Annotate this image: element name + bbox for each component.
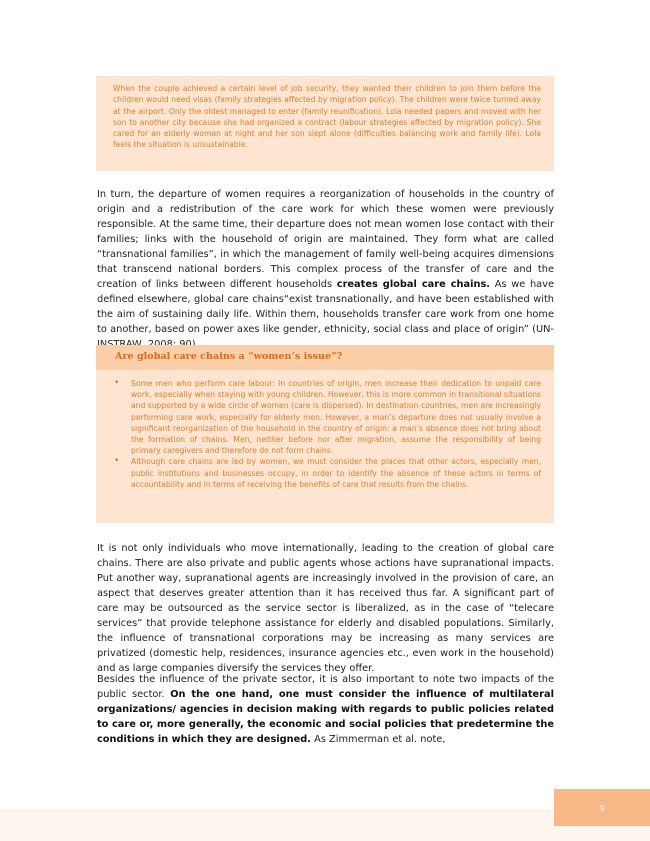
paragraph-emphasis: On the one hand, one must consider the influence of multilateral organizations/ agencies in decision making with regards to public policies related to care or, more generally, the economic and social policies that predetermine the conditions in which they are designed. — [97, 689, 554, 745]
list-item-text: Some men who perform care labour: In countries of origin, men increase their dedication to unpaid care work, especially when staying with young children. However, this is more common in transitional situations and supported by a wide circle of women (care is dispersed). In destination countries, men are increasingly performing care work, especially for elderly men. However, a man’s departure does not usually involve a significant reorganization of the household in the country of origin: a man’s absence does not bring about the formation of chains. Men, neither before nor after migration, assume the responsibility of being primary caregivers and therefore do not form chains. — [131, 379, 541, 456]
paragraph-text: It is not only individuals who move internationally, leading to the creation of global care chains. There are also private and public agents whose actions have supranational impacts. Put another way, supranational agents are increasingly involved in the provision of care, an aspect that deserves greater attention than it has received thus far. A significant part of care may be outsourced as the service sector is liberalized, as in the case of “telecare services” that provide telephone assistance for elderly and disabled populations. Similarly, the influence of transnational corporations may be increasing as many services are privatized (domestic help, residences, insurance agencies etc., even work in the household) and as large companies diversify the services they offer. — [97, 543, 554, 674]
list-item — [114, 378, 541, 456]
question-box — [96, 345, 554, 523]
case-study-box — [96, 76, 554, 171]
bullet-icon: • — [114, 456, 120, 467]
bullet-icon: • — [114, 378, 120, 388]
body-paragraph-3 — [97, 672, 554, 747]
list-item — [114, 456, 541, 490]
body-paragraph-1 — [97, 187, 554, 352]
paragraph-text: Besides the influence of the private sector, it is also important to note two impacts of the public sector. — [97, 674, 554, 700]
page-number-tab — [554, 789, 650, 826]
question-box-title: Are global care chains a “women’s issue”? — [115, 351, 343, 362]
paragraph-text: As we have defined elsewhere, global care chains“exist transnationally, and have been established with the aim of sustaining daily life. Within them, households transfer care work from one home to another, based on power axes like gender, ethnicity, social class and place of origin” (UN- — [97, 279, 554, 335]
paragraph-text: In turn, the departure of women requires a reorganization of households in the country of origin and a redistribution of the care work for which these women were previously responsible. At the same time, their departure does not mean women lose contact with their families; links with the household of origin are maintained. They form what are called “transnational families”, in which the management of family well-being acquires dimensions that transcend national borders. This complex process of the transfer of care and the creation of links between different households — [97, 189, 554, 290]
paragraph-text: As Zimmerman et al. note, — [311, 734, 446, 745]
case-study-text: When the couple achieved a certain level of job security, they wanted their children to join them before the children would need visas (family strategies affected by migration policy). The children were twice turned away at the airport. Only the oldest managed to enter (family reunification). Lola needed papers and moved with her son to another city because she had organized a contract (labour strategies affected by migration policy). She cared for an elderly woman at night and her son slept alone (difficulties balancing work and family life). Lola feels the situation is unsustainable. — [113, 84, 541, 150]
footer-band — [0, 809, 650, 841]
page-number: 9 — [599, 804, 605, 813]
body-paragraph-2 — [97, 541, 554, 676]
question-box-header — [96, 345, 554, 370]
question-box-list — [114, 378, 541, 490]
paragraph-emphasis: creates global care chains. — [336, 279, 491, 290]
list-item-text: Although care chains are led by women, we must consider the places that other actors, especially men, public institutions and businesses occupy, in order to identify the absence of these actors in terms of accountability and in terms of receiving the benefits of care that results from the chains. — [131, 457, 541, 489]
